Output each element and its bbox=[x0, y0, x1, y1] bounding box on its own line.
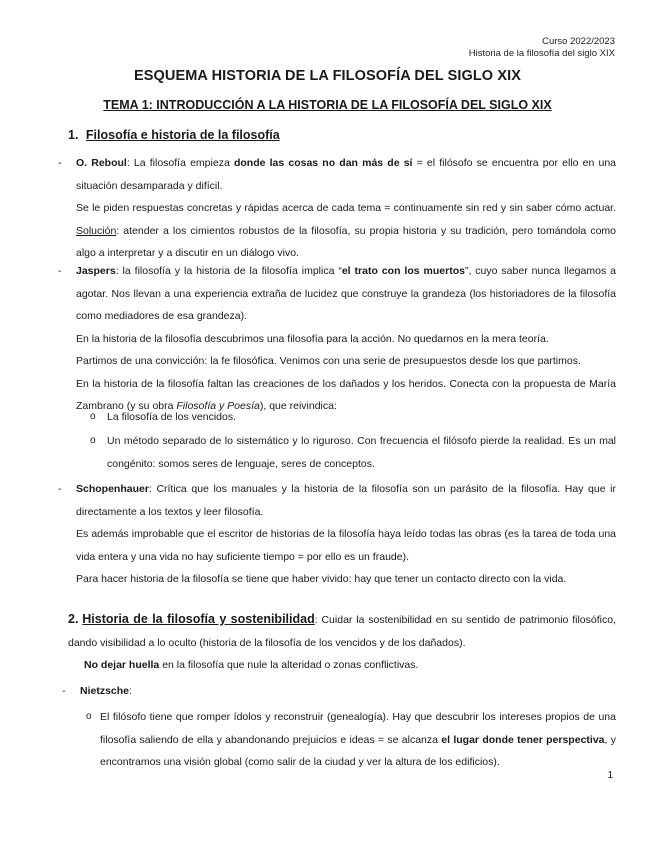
schopenhauer-paragraph-3: Para hacer historia de la filosofía se tiene que haber vivido: hay que tener un contacto directo con la vida. bbox=[76, 573, 567, 585]
reboul-paragraph-1 bbox=[76, 152, 616, 197]
circle-bullet-icon: o bbox=[90, 435, 96, 446]
italic-title: Filosofía y Poesía bbox=[176, 400, 260, 412]
sub-item-text: Un método separado de lo sistemático y lo riguroso. Con frecuencia el filósofo pierde la realidad. Es un mal congénito: somos seres de lenguaje, seres de conceptos. bbox=[107, 435, 616, 470]
schopenhauer-paragraph-2: Es además improbable que el escritor de historias de la filosofía haya leído todas las obras (es la tarea de toda una vida entera y una vida no hay suficiente tiempo = por ello es un fraude). bbox=[76, 528, 616, 563]
dash-bullet: - bbox=[62, 685, 66, 697]
page-number: 1 bbox=[607, 770, 613, 781]
text-span: : atender a los cimientos robustos de la filosofía, su propia historia y su tradición, pero tomándola como algo a interpretar y a discutir en un diálogo vivo. bbox=[76, 224, 616, 259]
text-span: Se le piden respuestas concretas y rápidas acerca de cada tema = continuamente sin red y sin saber cómo actuar. bbox=[76, 202, 616, 214]
nietzsche-name: Nietzsche bbox=[80, 685, 130, 697]
bold-phrase: el lugar donde tener perspectiva bbox=[441, 733, 605, 746]
bold-phrase: el trato con los muertos bbox=[341, 265, 465, 277]
bullet-content bbox=[80, 680, 620, 703]
text-span: ), que reivindica: bbox=[259, 400, 337, 412]
dash-bullet: - bbox=[58, 483, 62, 495]
schopenhauer-name: Schopenhauer bbox=[76, 483, 149, 495]
bullet-content bbox=[76, 152, 616, 265]
text-span: : bbox=[129, 685, 132, 697]
schopenhauer-paragraph-1 bbox=[76, 478, 616, 523]
text-span: En la historia de la filosofía faltan las creaciones de los dañados y los heridos. Conecta con la propuesta de María Zambrano (y su obra bbox=[76, 377, 616, 412]
section-2-paragraph-1 bbox=[68, 608, 616, 654]
bullet-content bbox=[76, 260, 616, 418]
section-1-heading bbox=[68, 128, 280, 142]
bold-phrase: donde las cosas no dan más de sí bbox=[233, 157, 413, 169]
document-subtitle: TEMA 1: INTRODUCCIÓN A LA HISTORIA DE LA FILOSOFÍA DEL SIGLO XIX bbox=[103, 98, 552, 112]
text-span: El filósofo tiene que romper ídolos y reconstruir (genealogía). Hay que descubrir los intereses propios de una filosofía saliendo de ella y abandonando prejuicios e ideas = se alcanza bbox=[100, 711, 616, 746]
reboul-paragraph-2 bbox=[76, 197, 616, 265]
circle-bullet-icon: o bbox=[86, 711, 92, 722]
text-span: = el filósofo se encuentra por ello en una situación desamparada y difícil. bbox=[76, 157, 616, 192]
text-span: : Crítica que los manuales y la historia de la filosofía son un parásito de la filosofía. Hay que ir directamente a los textos y leer filosofía. bbox=[76, 483, 616, 518]
dash-bullet: - bbox=[58, 157, 62, 169]
section-2-number: 2. bbox=[68, 612, 79, 626]
jaspers-name: Jaspers bbox=[76, 265, 116, 277]
jaspers-paragraph-2: En la historia de la filosofía descubrimos una filosofía para la acción. No quedarnos en la mera teoría. bbox=[76, 332, 549, 345]
document-title: ESQUEMA HISTORIA DE LA FILOSOFÍA DEL SIGLO XIX bbox=[133, 68, 521, 84]
section-2-paragraph-2 bbox=[68, 654, 616, 677]
text-span: ”, cuyo saber nunca llegamos a agotar. Nos llevan a una experiencia extraña de lucidez que construye la grandeza (los historiadores de la filosofía como mediadores de esa grandeza). bbox=[76, 265, 616, 322]
text-span: , y encontramos una visión global (como salir de la ciudad y ver la altura de los edificios). bbox=[100, 733, 616, 768]
bullet-content bbox=[76, 478, 616, 591]
section-2-title: Historia de la filosofía y sostenibilidad bbox=[82, 612, 315, 626]
reboul-name: O. Reboul bbox=[76, 157, 127, 169]
bold-phrase: No dejar huella bbox=[84, 659, 160, 671]
sub-item-text: La filosofía de los vencidos. bbox=[107, 411, 236, 423]
running-header bbox=[469, 36, 615, 60]
section-2-block bbox=[68, 608, 616, 677]
section-1-number: 1. bbox=[68, 128, 79, 142]
circle-bullet-icon: o bbox=[90, 411, 96, 422]
text-span: : La filosofía empieza bbox=[126, 157, 234, 169]
section-1-title: Filosofía e historia de la filosofía bbox=[85, 128, 280, 142]
dash-bullet: - bbox=[58, 265, 62, 277]
text-span: en la filosofía que nule la alteridad o zonas conflictivas. bbox=[159, 659, 419, 671]
jaspers-paragraph-3: Partimos de una convicción: la fe filosófica. Venimos con una serie de presupuestos desde los que partimos. bbox=[76, 355, 581, 367]
jaspers-paragraph-1 bbox=[76, 260, 616, 328]
text-span: : Cuidar la sostenibilidad en su sentido de patrimonio filosófico, dando visibilidad a lo oculto (historia de la filosofía de los vencidos y de los dañados). bbox=[68, 614, 616, 649]
sub-item-text bbox=[100, 706, 616, 774]
text-span: : la filosofía y la historia de la filosofía implica “ bbox=[115, 265, 342, 277]
underlined-word: Solución bbox=[76, 224, 117, 237]
header-subject: Historia de la filosofía del siglo XIX bbox=[468, 48, 615, 59]
header-course: Curso 2022/2023 bbox=[542, 36, 615, 47]
